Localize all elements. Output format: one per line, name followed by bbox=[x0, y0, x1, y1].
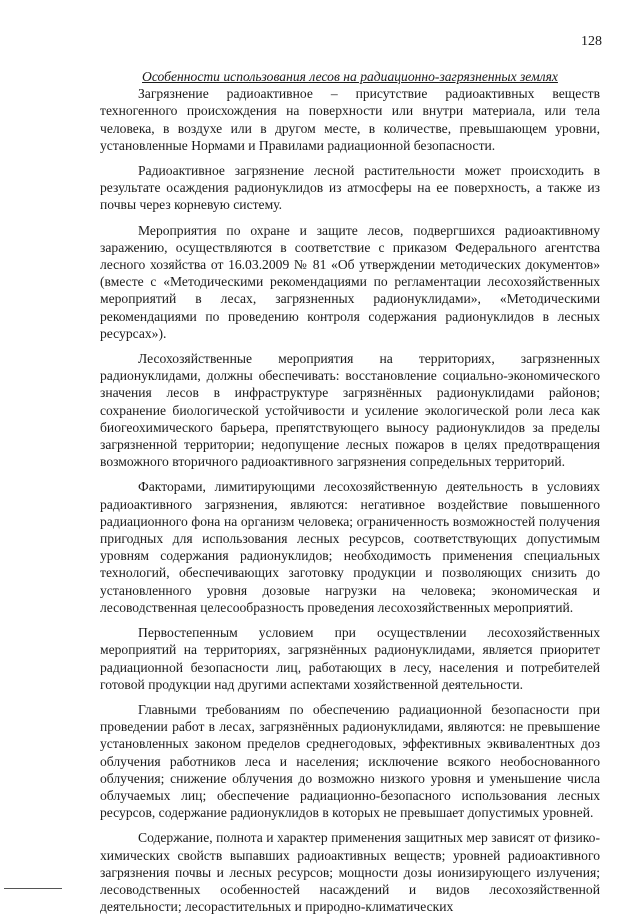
page-number: 128 bbox=[581, 34, 602, 49]
paragraph-priority: Первостепенным условием при осуществлении лесохозяйственных мероприятий на территориях, загрязнённых радионуклидами, является приоритет радиационной безопасности лиц, работающих в лесу, населения и потребителей готовой продукции над другими аспектами хозяйственной деятельности. bbox=[100, 625, 600, 692]
paragraph-limiting-factors: Факторами, лимитирующими лесохозяйственную деятельность в условиях радиоактивного загрязнения, являются: негативное воздействие повышенного радиационного фона на организм человека; ограниченность возможностей получения пригодных для использования лесных ресурсов, соответствующих допустимым уровням содержания радионуклидов; необходимость применения специальных технологий, обеспечивающих заготовку продукции и позволяющих снизить до установленного уровня дозовые нагрузки на человека; экономическая и лесоводственная целесообразность проведения лесохозяйственных мероприятий. bbox=[100, 479, 600, 615]
paragraph-definition: Загрязнение радиоактивное – присутствие радиоактивных веществ техногенного происхождения на поверхности или внутри материала, или тела человека, в воздухе или в другом месте, в количестве, превышающем уровни, установленные Нормами и Правилами радиационной безопасности. bbox=[100, 86, 600, 153]
section-title: Особенности использования лесов на радиационно-загрязненных землях bbox=[142, 69, 558, 84]
paragraph-regulations: Мероприятия по охране и защите лесов, подвергшихся радиоактивному заражению, осуществляются в соответствие с приказом Федерального агентства лесного хозяйства от 16.03.2009 № 81 «Об утверждении методических документов» (вместе с «Методическими рекомендациями по регламентации лесохозяйственных мероприятий в лесах, загрязненных радионуклидами», «Методическими рекомендациями по проведению контроля содержания радионуклидов в лесных ресурсах»). bbox=[100, 222, 600, 341]
footnote-divider bbox=[4, 888, 62, 889]
paragraph-contamination-sources: Радиоактивное загрязнение лесной растительности может происходить в результате осаждения радионуклидов из атмосферы на ее поверхность, а также из почвы через корневую систему. bbox=[100, 163, 600, 213]
paragraph-requirements: Главными требованиям по обеспечению радиационной безопасности при проведении работ в лесах, загрязнённых радионуклидами, являются: не превышение установленных законом пределов среднегодовых, эффективных эквивалентных доз облучения работников леса и населения; исключение всякого необоснованного облучения; снижение облучения до возможно низкого уровня и уменьшение числа облучаемых лиц; обеспечение радиационно-безопасного использования лесных ресурсов, содержание радионуклидов в которых не превышает допустимых уровней. bbox=[100, 701, 600, 821]
document-body bbox=[100, 68, 600, 915]
paragraph-protective-measures: Содержание, полнота и характер применения защитных мер зависят от физико-химических свойств выпавших радиоактивных веществ; уровней радиоактивного загрязнения почвы и лесных ресурсов; мощности дозы ионизирующего излучения; лесоводственных особенностей насаждений и видов лесохозяйственной деятельности; лесорастительных и природно-климатических bbox=[100, 830, 600, 915]
paragraph-forestry-measures: Лесохозяйственные мероприятия на территориях, загрязненных радионуклидами, должны обеспечивать: восстановление социально-экономического значения лесов в инфраструктуре загрязнённых радионуклидами районов; сохранение биологической устойчивости и усиление экологической роли леса как биогеохимического барьера, препятствующего выносу радионуклидов за пределы загрязненной территории; недопущение лесных пожаров в целях предотвращения возможного вторичного радиоактивного загрязнения сопредельных территорий. bbox=[100, 351, 600, 470]
